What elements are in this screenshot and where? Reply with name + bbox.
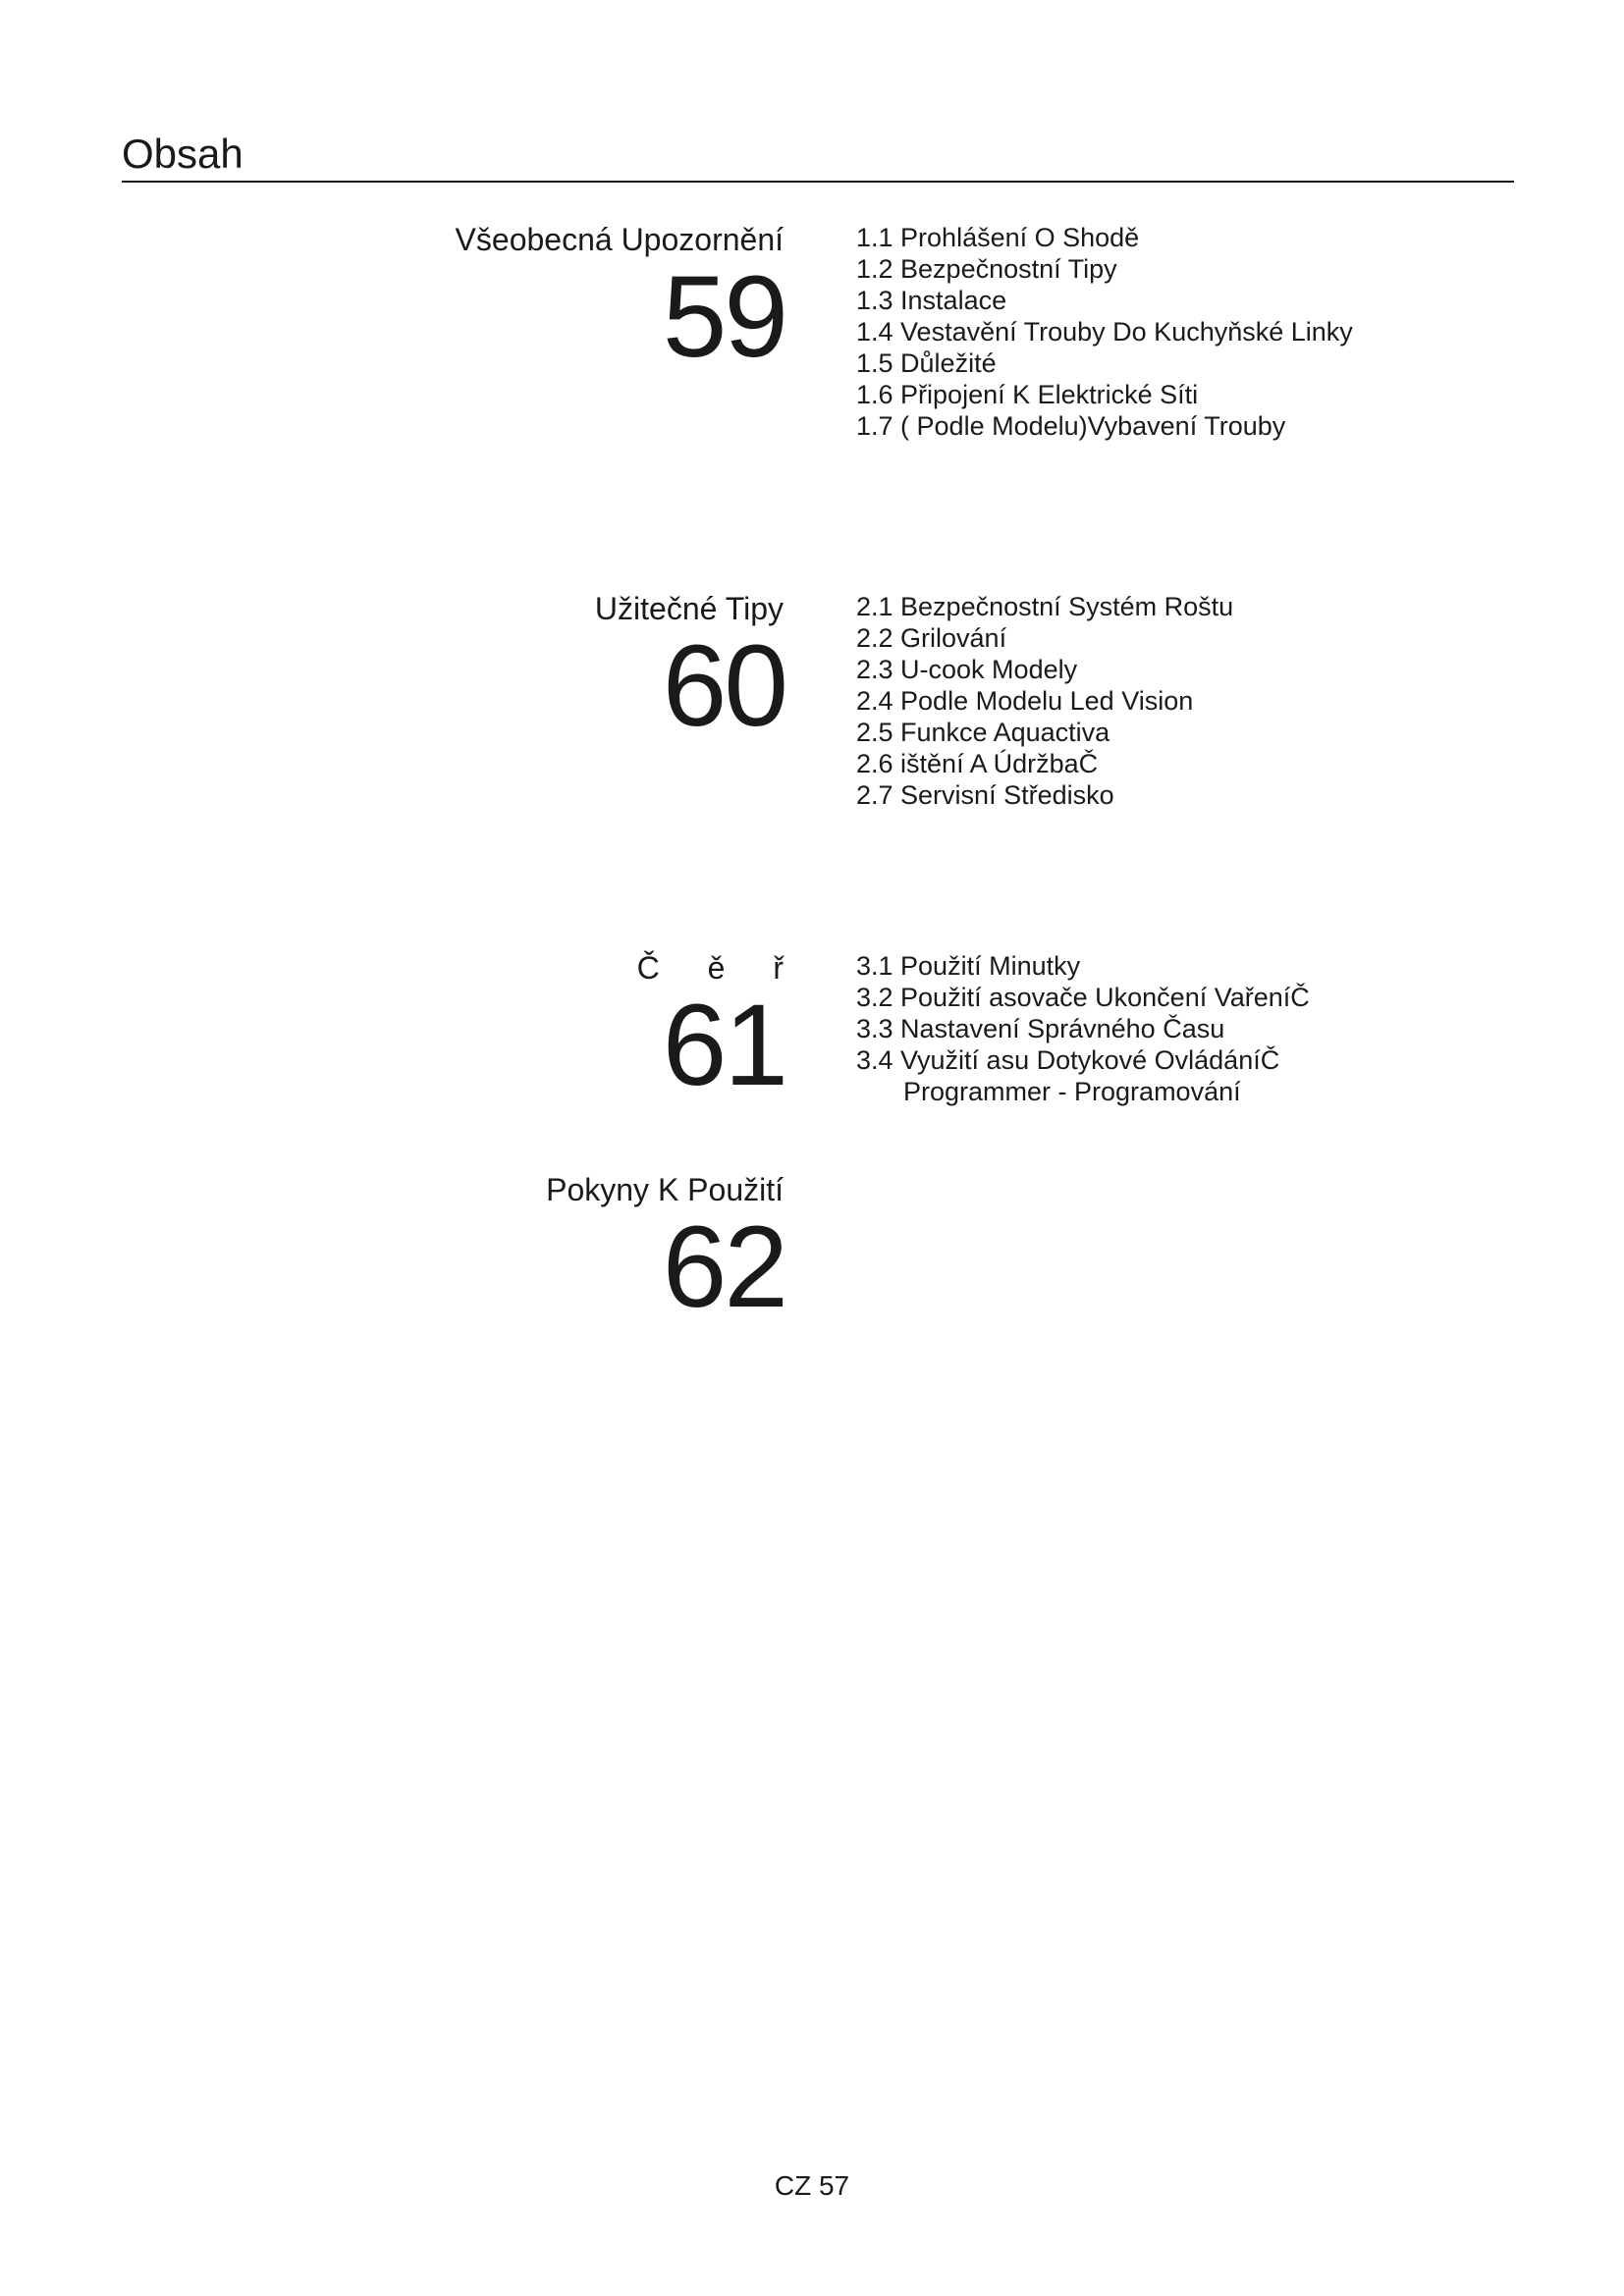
toc-item: 3.3 Nastavení Správného Času [856, 1014, 1225, 1043]
section-page-number: 62 [662, 1202, 785, 1332]
toc-item: 1.5 Důležité [856, 348, 997, 378]
section-page-number: 61 [662, 981, 785, 1110]
toc-item: 1.4 Vestavění Trouby Do Kuchyňské Linky [856, 317, 1353, 347]
section-heading: Všeobecná Upozornění [455, 222, 784, 257]
section-item-list [856, 591, 1233, 811]
section-page-number: 60 [662, 621, 785, 751]
page-title: Obsah [122, 131, 244, 177]
toc-item: 2.1 Bezpečnostní Systém Roštu [856, 592, 1234, 621]
section-heading: Užitečné Tipy [594, 591, 784, 626]
section-heading: Pokyny K Použití [546, 1172, 784, 1207]
toc-item: 2.4 Podle Modelu Led Vision [856, 686, 1194, 716]
toc-item: 1.7 ( Podle Modelu)Vybavení Trouby [856, 411, 1286, 441]
toc-item: 2.5 Funkce Aquactiva [856, 718, 1110, 747]
toc-item: 3.4 Využití asu Dotykové OvládáníČ [856, 1045, 1280, 1075]
toc-item: 1.1 Prohlášení O Shodě [856, 223, 1140, 252]
title-divider [122, 181, 1514, 183]
section-page-number: 59 [662, 252, 785, 382]
toc-item: 1.3 Instalace [856, 286, 1007, 315]
page-footer: CZ 57 [774, 2170, 850, 2201]
toc-item: 2.2 Grilování [856, 623, 1007, 653]
toc-item: 2.6 ištění A ÚdržbaČ [856, 749, 1099, 778]
toc-item: 3.1 Použití Minutky [856, 951, 1081, 981]
toc-item: 3.2 Použití asovače Ukončení VařeníČ [856, 983, 1310, 1012]
toc-item: 1.6 Připojení K Elektrické Síti [856, 380, 1199, 409]
section-heading: Č ě ř [636, 950, 784, 986]
section-item-list [856, 222, 1353, 442]
section-item-list [856, 950, 1310, 1107]
toc-item: 2.3 U-cook Modely [856, 655, 1078, 684]
toc-item: 2.7 Servisní Středisko [856, 780, 1114, 810]
toc-item-continuation: Programmer - Programování [903, 1077, 1241, 1106]
toc-item: 1.2 Bezpečnostní Tipy [856, 254, 1117, 284]
